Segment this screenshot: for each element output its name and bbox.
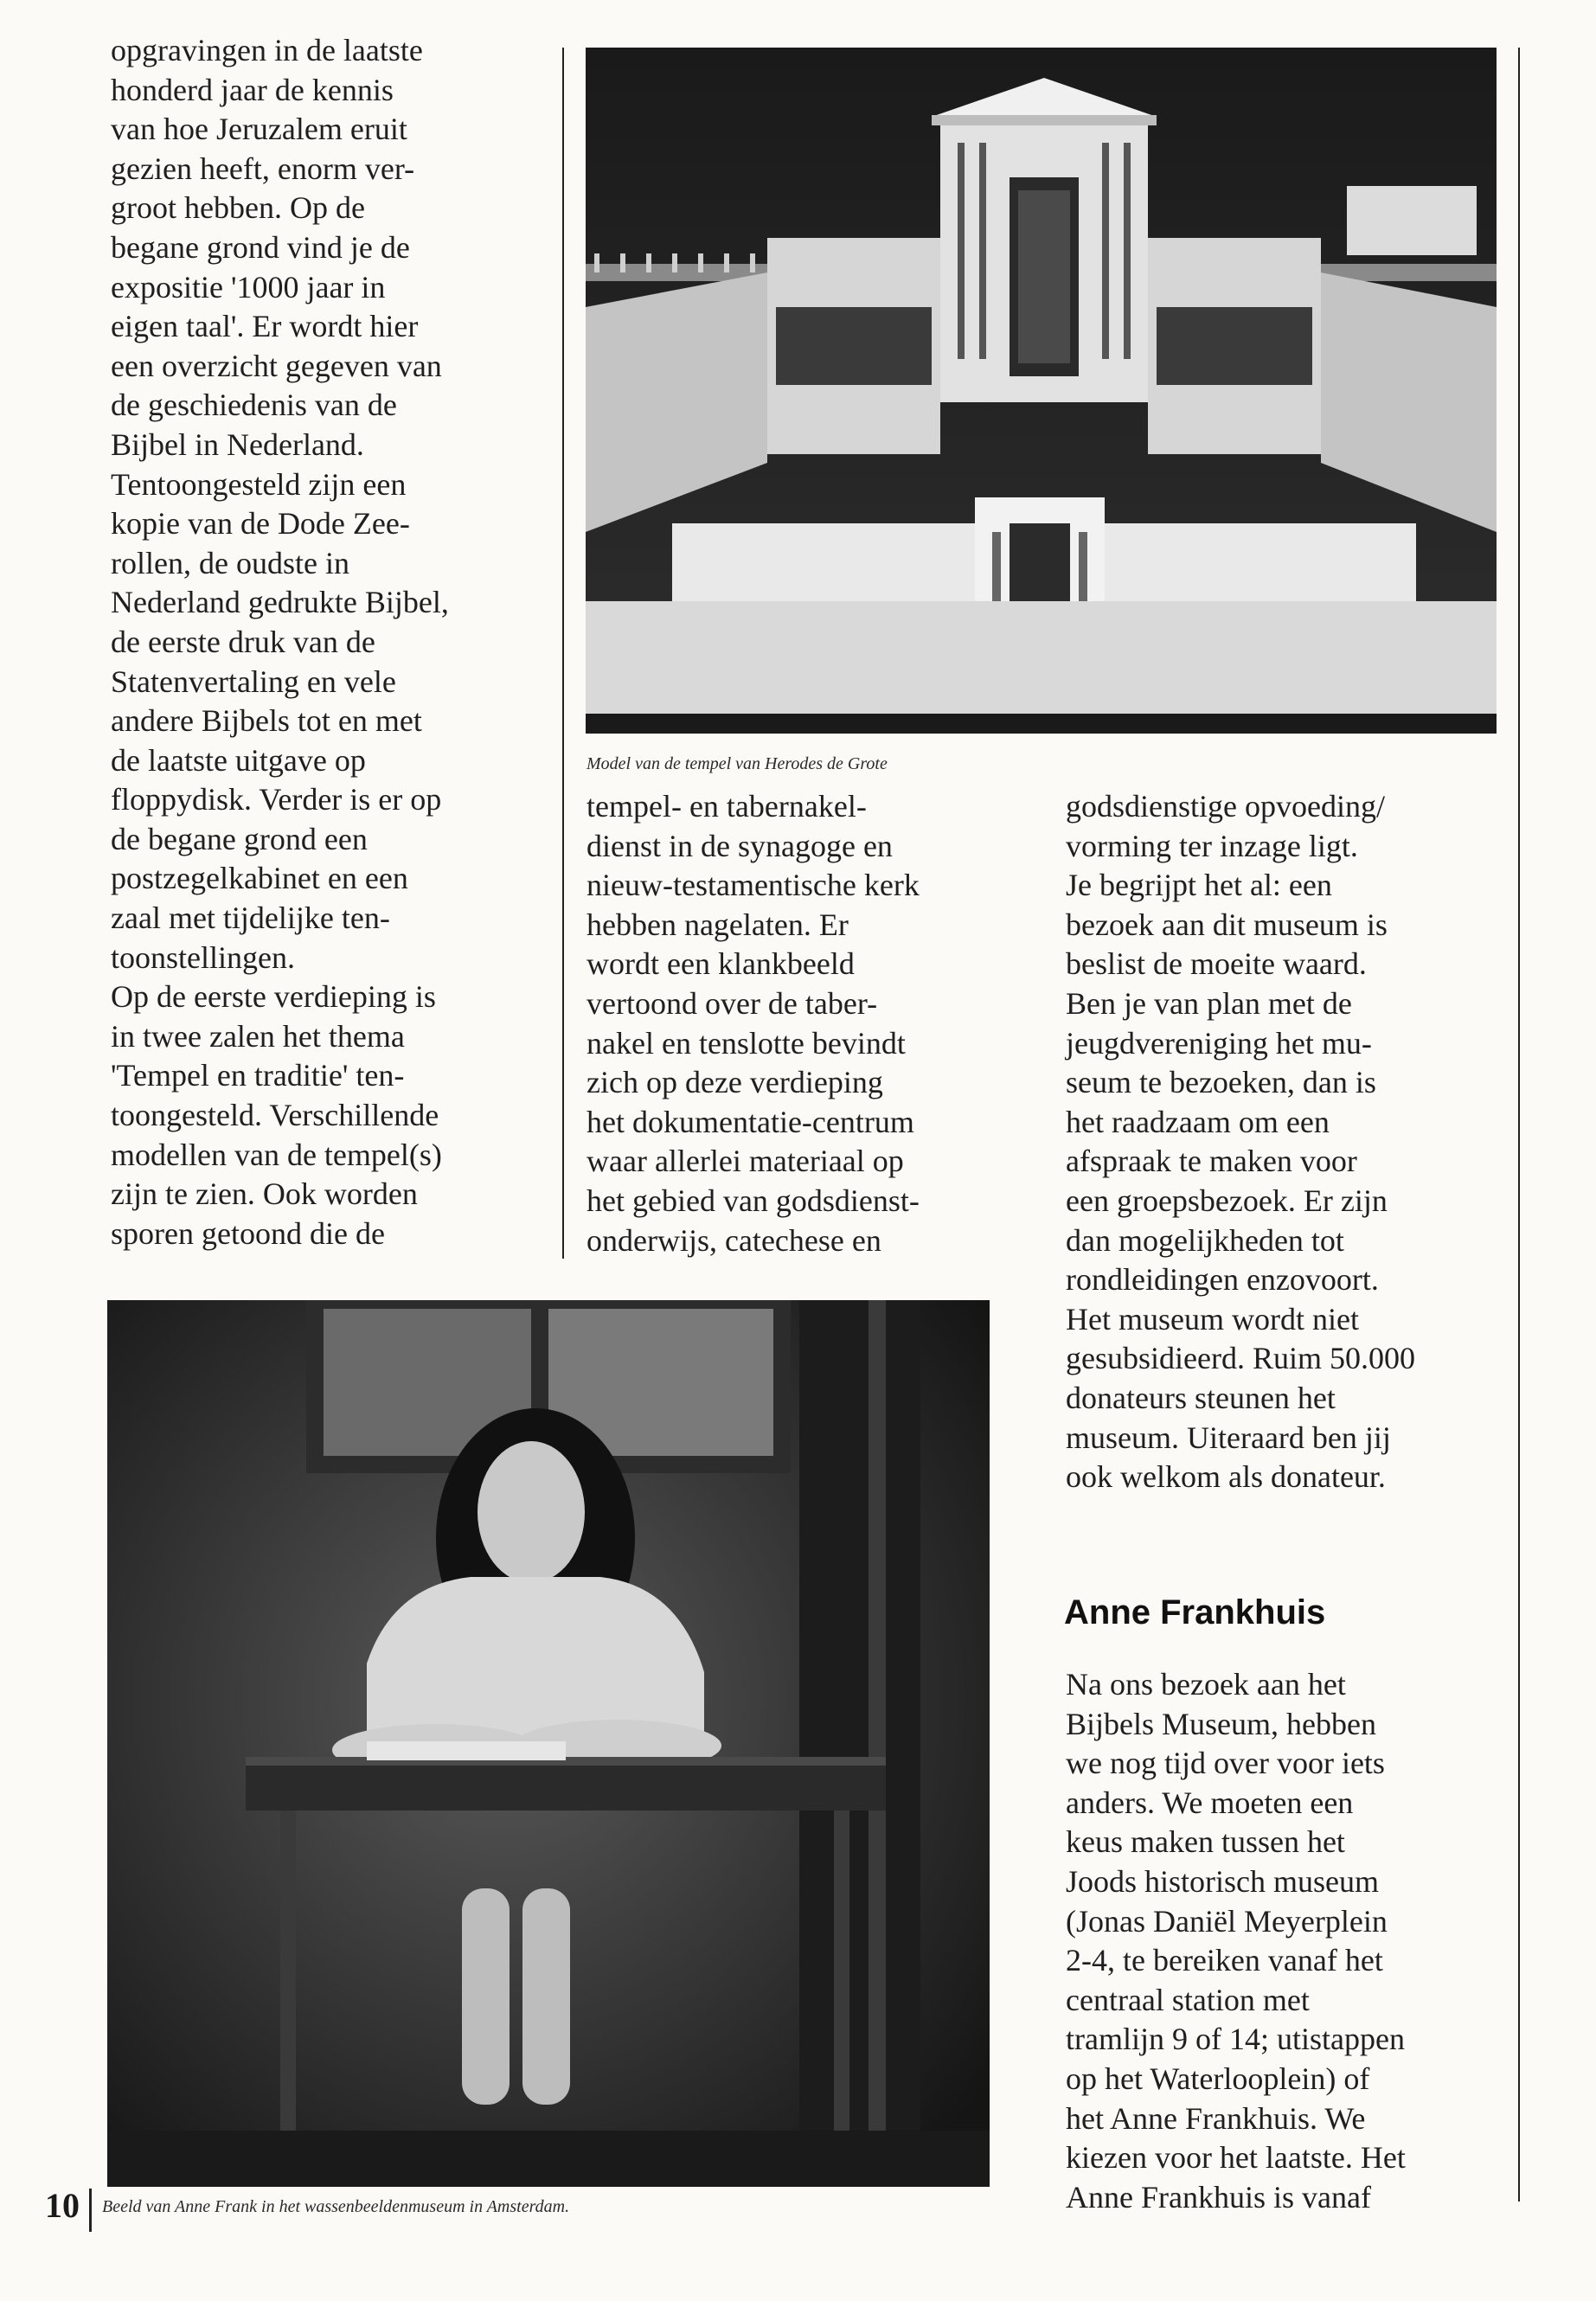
text-line: Na ons bezoek aan het (1066, 1667, 1346, 1702)
anne-photo-caption: Beeld van Anne Frank in het wassenbeeldenmuseum in Amsterdam. (102, 2197, 570, 2216)
page-number: 10 (45, 2186, 80, 2225)
text-line: keus maken tussen het (1066, 1824, 1345, 1860)
text-line: Het museum wordt niet (1066, 1301, 1359, 1336)
text-line: zijn te zien. Ook worden (111, 1176, 418, 1212)
text-line: kiezen voor het laatste. Het (1066, 2140, 1406, 2176)
text-line: nieuw-testamentische kerk (586, 868, 920, 903)
text-line: toongesteld. Verschillende (111, 1098, 439, 1133)
text-line: begane grond vind je de (111, 229, 410, 265)
text-line: zich op deze verdieping (586, 1065, 883, 1100)
text-line: de begane grond een (111, 821, 368, 856)
text-line: postzegelkabinet en een (111, 861, 408, 896)
text-column-3 (1066, 787, 1516, 1497)
text-line: tramlijn 9 of 14; utistappen (1066, 2022, 1405, 2057)
text-line: Bijbel in Nederland. (111, 426, 364, 462)
text-line: beslist de moeite waard. (1066, 946, 1367, 982)
text-line: wordt een klankbeeld (586, 946, 855, 982)
text-line: groot hebben. Op de (111, 190, 365, 226)
text-line: Op de eerste verdieping is (111, 979, 436, 1015)
anne-frank-figure-illustration (107, 1300, 990, 2187)
text-line: de laatste uitgave op (111, 742, 366, 778)
text-line: Nederland gedrukte Bijbel, (111, 585, 449, 620)
text-line: het Anne Frankhuis. We (1066, 2100, 1366, 2136)
text-column-1 (111, 31, 561, 1253)
text-line: Je begrijpt het al: een (1066, 868, 1332, 903)
text-line: modellen van de tempel(s) (111, 1137, 442, 1172)
text-line: in twee zalen het thema (111, 1018, 405, 1054)
page-number-rule (89, 2189, 92, 2232)
text-line: eigen taal'. Er wordt hier (111, 309, 419, 344)
text-line: nakel en tenslotte bevindt (586, 1025, 906, 1061)
text-column-2 (586, 787, 1036, 1260)
text-line: een groepsbezoek. Er zijn (1066, 1183, 1388, 1218)
text-line: expositie '1000 jaar in (111, 269, 386, 304)
text-line: Joods historisch museum (1066, 1863, 1380, 1899)
text-line: donateurs steunen het (1066, 1380, 1336, 1415)
text-line: museum. Uiteraard ben jij (1066, 1420, 1391, 1455)
text-column-3-continued (1066, 1665, 1516, 2217)
text-line: toonstellingen. (111, 939, 295, 975)
text-line: honderd jaar de kennis (111, 72, 394, 107)
text-line: 2-4, te bereiken vanaf het (1066, 1943, 1383, 1978)
text-line: seum te bezoeken, dan is (1066, 1065, 1376, 1100)
text-line: dan mogelijkheden tot (1066, 1222, 1344, 1258)
column-rule-right (1518, 48, 1520, 2202)
text-line: rollen, de oudste in (111, 545, 349, 580)
text-line: hebben nagelaten. Er (586, 907, 849, 942)
text-line: het dokumentatie-centrum (586, 1104, 914, 1139)
text-line: jeugdvereniging het mu- (1066, 1025, 1372, 1061)
text-line: Anne Frankhuis is vanaf (1066, 2179, 1371, 2214)
temple-photo-caption: Model van de tempel van Herodes de Grote (586, 754, 888, 773)
section-heading: Anne Frankhuis (1064, 1593, 1326, 1631)
text-line: dienst in de synagoge en (586, 828, 893, 863)
text-line: gesubsidieerd. Ruim 50.000 (1066, 1341, 1415, 1376)
temple-model-illustration (586, 48, 1497, 734)
text-line: waar allerlei materiaal op (586, 1144, 904, 1179)
text-line: rondleidingen enzovoort. (1066, 1262, 1379, 1298)
text-line: afspraak te maken voor (1066, 1144, 1357, 1179)
text-line: vertoond over de taber- (586, 985, 878, 1021)
text-line: onderwijs, catechese en (586, 1222, 881, 1258)
text-line: andere Bijbels tot en met (111, 703, 422, 739)
text-line: het raadzaam om een (1066, 1104, 1330, 1139)
text-line: godsdienstige opvoeding/ (1066, 789, 1385, 824)
text-line: anders. We moeten een (1066, 1785, 1354, 1820)
text-line: centraal station met (1066, 1982, 1310, 2017)
text-line: het gebied van godsdienst- (586, 1183, 920, 1218)
text-line: (Jonas Daniël Meyerplein (1066, 1903, 1388, 1939)
text-line: Tentoongesteld zijn een (111, 466, 407, 502)
text-line: de eerste druk van de (111, 624, 375, 659)
text-line: bezoek aan dit museum is (1066, 907, 1388, 942)
text-line: zaal met tijdelijke ten- (111, 901, 390, 936)
text-line: tempel- en tabernakel- (586, 789, 867, 824)
column-rule-left (562, 48, 564, 1259)
text-line: Bijbels Museum, hebben (1066, 1706, 1376, 1741)
text-line: ook welkom als donateur. (1066, 1459, 1386, 1495)
text-line: van hoe Jeruzalem eruit (111, 112, 407, 147)
anne-frank-photo (107, 1300, 990, 2187)
text-line: sporen getoond die de (111, 1215, 385, 1251)
text-line: we nog tijd over voor iets (1066, 1746, 1385, 1781)
text-line: Ben je van plan met de (1066, 985, 1352, 1021)
text-line: opgravingen in de laatste (111, 33, 423, 67)
text-line: een overzicht gegeven van (111, 348, 442, 383)
temple-model-photo (586, 48, 1497, 734)
text-line: Statenvertaling en vele (111, 663, 396, 699)
text-line: vorming ter inzage ligt. (1066, 828, 1358, 863)
text-line: 'Tempel en traditie' ten- (111, 1058, 405, 1093)
text-line: op het Waterlooplein) of (1066, 2061, 1370, 2096)
text-line: de geschiedenis van de (111, 388, 397, 423)
text-line: kopie van de Dode Zee- (111, 506, 410, 542)
text-line: floppydisk. Verder is er op (111, 782, 442, 817)
text-line: gezien heeft, enorm ver- (111, 151, 415, 186)
